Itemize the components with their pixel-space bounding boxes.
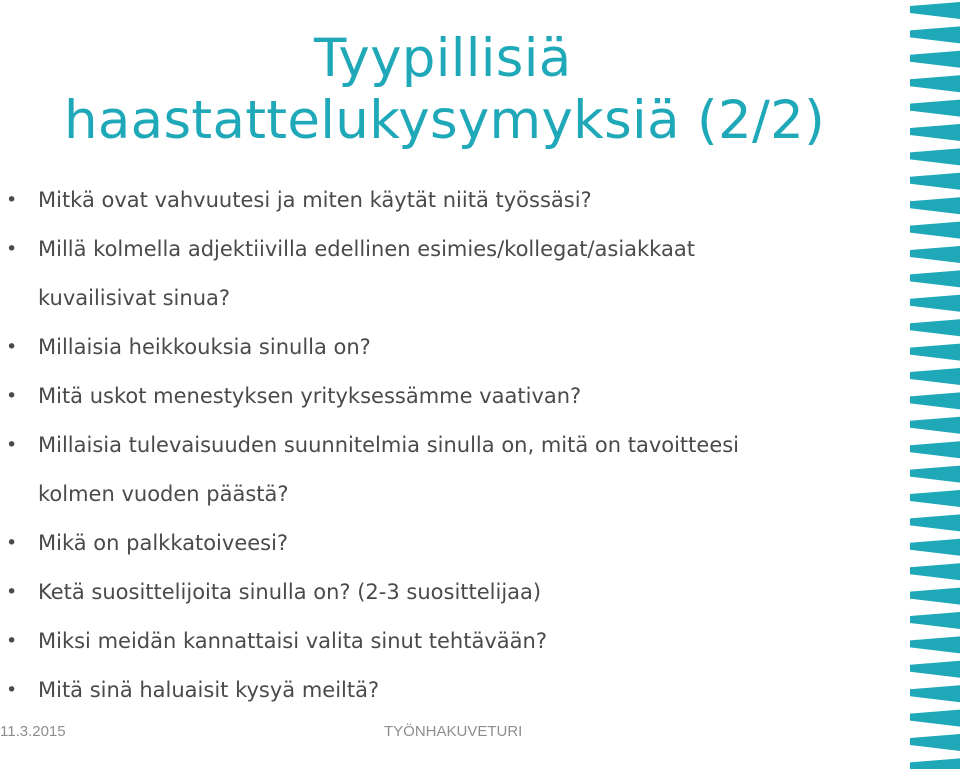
stripe-segment <box>910 636 960 653</box>
stripe-segment <box>910 466 960 483</box>
slide-title-line-1: Tyypillisiä <box>314 28 572 89</box>
stripe-segment <box>910 563 960 580</box>
list-item-text: • Millä kolmella adjektiivilla edellinen esimies/kollegat/asiakkaat <box>38 237 695 261</box>
stripe-segment <box>910 685 960 702</box>
list-item <box>0 519 880 568</box>
list-item-text: • Miksi meidän kannattaisi valita sinut tehtävään? <box>38 629 547 653</box>
stripe-segment <box>910 246 960 263</box>
stripe-segment <box>910 148 960 165</box>
list-item-text: • Mitä uskot menestyksen yrityksessämme vaativan? <box>38 384 582 408</box>
stripe-segment <box>910 588 960 605</box>
stripe-segment <box>910 100 960 117</box>
stripe-segment <box>910 514 960 531</box>
list-item-text-continued: kuvailisivat sinua? <box>38 286 231 310</box>
stripe-segment <box>910 612 960 629</box>
stripe-segment <box>910 2 960 19</box>
list-item-text: • Millaisia heikkouksia sinulla on? <box>38 335 371 359</box>
list-item <box>0 372 880 421</box>
stripe-segment <box>910 75 960 92</box>
stripe-segment <box>910 197 960 214</box>
teal-stripe-pattern-icon <box>908 0 960 769</box>
stripe-segment <box>910 173 960 190</box>
stripe-segment <box>910 661 960 678</box>
stripe-segment <box>910 710 960 727</box>
stripe-segment <box>910 368 960 385</box>
list-item <box>0 421 880 519</box>
list-item-text: • Mitkä ovat vahvuutesi ja miten käytät niitä työssäsi? <box>38 188 592 212</box>
stripe-segment <box>910 441 960 458</box>
list-item-text: • Mikä on palkkatoiveesi? <box>38 531 289 555</box>
slide-title <box>64 28 884 152</box>
stripe-segment <box>910 270 960 287</box>
stripe-segment <box>910 26 960 43</box>
stripe-segment <box>910 758 960 769</box>
footer-date: 11.3.2015 <box>0 723 66 740</box>
list-item <box>0 323 880 372</box>
footer-organization: TYÖNHAKUVETURI <box>384 723 523 740</box>
list-item <box>0 617 880 666</box>
list-item-text-continued: kolmen vuoden päästä? <box>38 482 289 506</box>
list-item <box>0 225 880 323</box>
stripe-segment <box>910 319 960 336</box>
list-item-text: • Millaisia tulevaisuuden suunnitelmia sinulla on, mitä on tavoitteesi <box>38 433 740 457</box>
stripe-segment <box>910 51 960 68</box>
slide-title-line-2: haastattelukysymyksiä (2/2) <box>64 90 826 151</box>
stripe-segment <box>910 392 960 409</box>
list-item <box>0 568 880 617</box>
stripe-segment <box>910 124 960 141</box>
question-list <box>0 176 880 715</box>
stripe-segment <box>910 295 960 312</box>
list-item-text: • Mitä sinä haluaisit kysyä meiltä? <box>38 678 380 702</box>
stripe-segment <box>910 344 960 361</box>
list-item <box>0 176 880 225</box>
stripe-segment <box>910 222 960 239</box>
stripe-segment <box>910 539 960 556</box>
stripe-segment <box>910 417 960 434</box>
stripe-segment <box>910 734 960 751</box>
stripe-segment <box>910 490 960 507</box>
list-item <box>0 666 880 715</box>
list-item-text: • Ketä suosittelijoita sinulla on? (2-3 suosittelijaa) <box>38 580 542 604</box>
